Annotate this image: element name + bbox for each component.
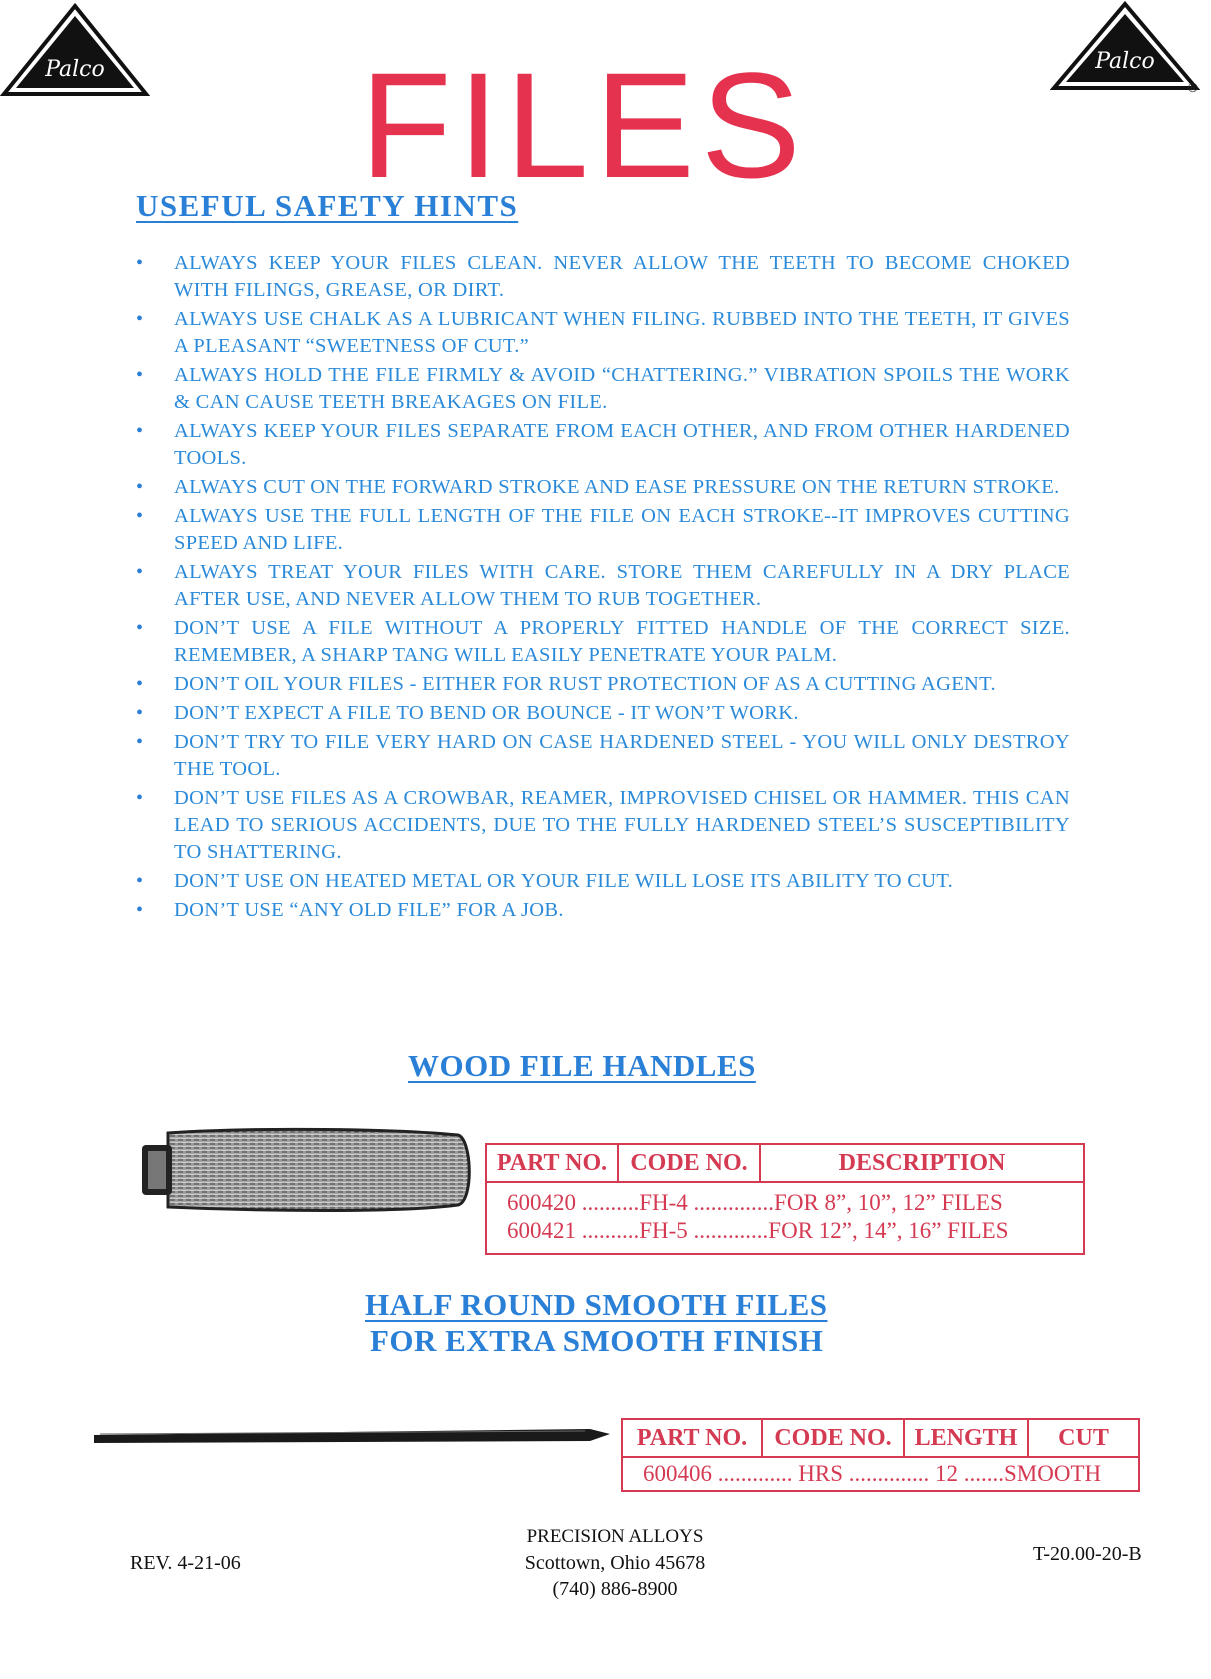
revision-date: REV. 4-21-06 [130, 1552, 241, 1574]
table-header [623, 1420, 1138, 1458]
hint-item: • DON’T USE A FILE WITHOUT A PROPERLY FITTED HANDLE OF THE CORRECT SIZE. REMEMBER, A SHARP TANG WILL EASILY PENETRATE YOUR PALM. [130, 615, 1070, 669]
header-part-no: PART NO. [623, 1420, 763, 1456]
table-row: 600421 ..........FH-5 .............FOR 12”, 14”, 16” FILES [507, 1218, 1009, 1243]
hint-item: • ALWAYS HOLD THE FILE FIRMLY & AVOID “CHATTERING.” VIBRATION SPOILS THE WORK & CAN CAUSE TEETH BREAKAGES ON FILE. [130, 362, 1070, 416]
hint-item: • DON’T EXPECT A FILE TO BEND OR BOUNCE - IT WON’T WORK. [130, 700, 1070, 727]
palco-logo-left [0, 2, 150, 98]
wood-handles-heading: WOOD FILE HANDLES [408, 1048, 756, 1083]
hint-item: • ALWAYS CUT ON THE FORWARD STROKE AND EASE PRESSURE ON THE RETURN STROKE. [130, 474, 1070, 501]
hint-item: • DON’T USE “ANY OLD FILE” FOR A JOB. [130, 897, 1070, 924]
table-header [487, 1145, 1083, 1183]
company-phone: (740) 886-8900 [552, 1578, 678, 1600]
header-description: DESCRIPTION [838, 1150, 1006, 1176]
safety-hints-heading: USEFUL SAFETY HINTS [136, 188, 519, 223]
hint-item: • DON’T USE ON HEATED METAL OR YOUR FILE WILL LOSE ITS ABILITY TO CUT. [130, 868, 1070, 895]
document-number: T-20.00-20-B [1033, 1543, 1142, 1565]
page-title: FILES [360, 41, 807, 209]
company-city: Scottown, Ohio 45678 [524, 1552, 706, 1574]
header-part-no: PART NO. [487, 1145, 619, 1181]
header-cut: CUT [1058, 1425, 1109, 1451]
half-round-heading: HALF ROUND SMOOTH FILES [365, 1287, 828, 1322]
hint-item: • ALWAYS TREAT YOUR FILES WITH CARE. STORE THEM CAREFULLY IN A DRY PLACE AFTER USE, AND NEVER ALLOW THEM TO RUB TOGETHER. [130, 559, 1070, 613]
half-round-table [621, 1418, 1140, 1492]
half-round-subheading: FOR EXTRA SMOOTH FINISH [370, 1323, 824, 1358]
hint-item: • DON’T USE FILES AS A CROWBAR, REAMER, IMPROVISED CHISEL OR HAMMER. THIS CAN LEAD TO SERIOUS ACCIDENTS, DUE TO THE FULLY HARDENED STEEL’S SUSCEPTIBILITY TO SHATTERING. [130, 785, 1070, 866]
header-code-no: CODE NO. [763, 1420, 905, 1456]
hint-item: • ALWAYS KEEP YOUR FILES SEPARATE FROM EACH OTHER, AND FROM OTHER HARDENED TOOLS. [130, 418, 1070, 472]
hint-item: • ALWAYS KEEP YOUR FILES CLEAN. NEVER ALLOW THE TEETH TO BECOME CHOKED WITH FILINGS, GREASE, OR DIRT. [130, 250, 1070, 304]
hint-item: • ALWAYS USE THE FULL LENGTH OF THE FILE ON EACH STROKE--IT IMPROVES CUTTING SPEED AND LIFE. [130, 503, 1070, 557]
hint-item: • DON’T OIL YOUR FILES - EITHER FOR RUST PROTECTION OF AS A CUTTING AGENT. [130, 671, 1070, 698]
registered-mark: ® [1188, 80, 1198, 95]
palco-logo-left-text: Palco [45, 57, 105, 82]
half-round-file-image [90, 1425, 612, 1449]
header-code-no: CODE NO. [619, 1145, 761, 1181]
safety-hints-list [130, 250, 1070, 926]
hint-item: • DON’T TRY TO FILE VERY HARD ON CASE HARDENED STEEL - YOU WILL ONLY DESTROY THE TOOL. [130, 729, 1070, 783]
palco-logo-right [1050, 0, 1200, 96]
header-length: LENGTH [905, 1420, 1029, 1456]
wood-handles-table [485, 1143, 1085, 1255]
hint-item: • ALWAYS USE CHALK AS A LUBRICANT WHEN FILING. RUBBED INTO THE TEETH, IT GIVES A PLEASANT “SWEETNESS OF CUT.” [130, 306, 1070, 360]
company-name: PRECISION ALLOYS [526, 1526, 704, 1547]
company-block [455, 1524, 775, 1602]
table-row: 600406 ............. HRS .............. 12 .......SMOOTH [643, 1461, 1102, 1486]
wood-handle-image [138, 1125, 474, 1215]
palco-logo-right-text: Palco [1095, 49, 1155, 74]
table-row: 600420 ..........FH-4 ..............FOR 8”, 10”, 12” FILES [507, 1190, 1003, 1215]
